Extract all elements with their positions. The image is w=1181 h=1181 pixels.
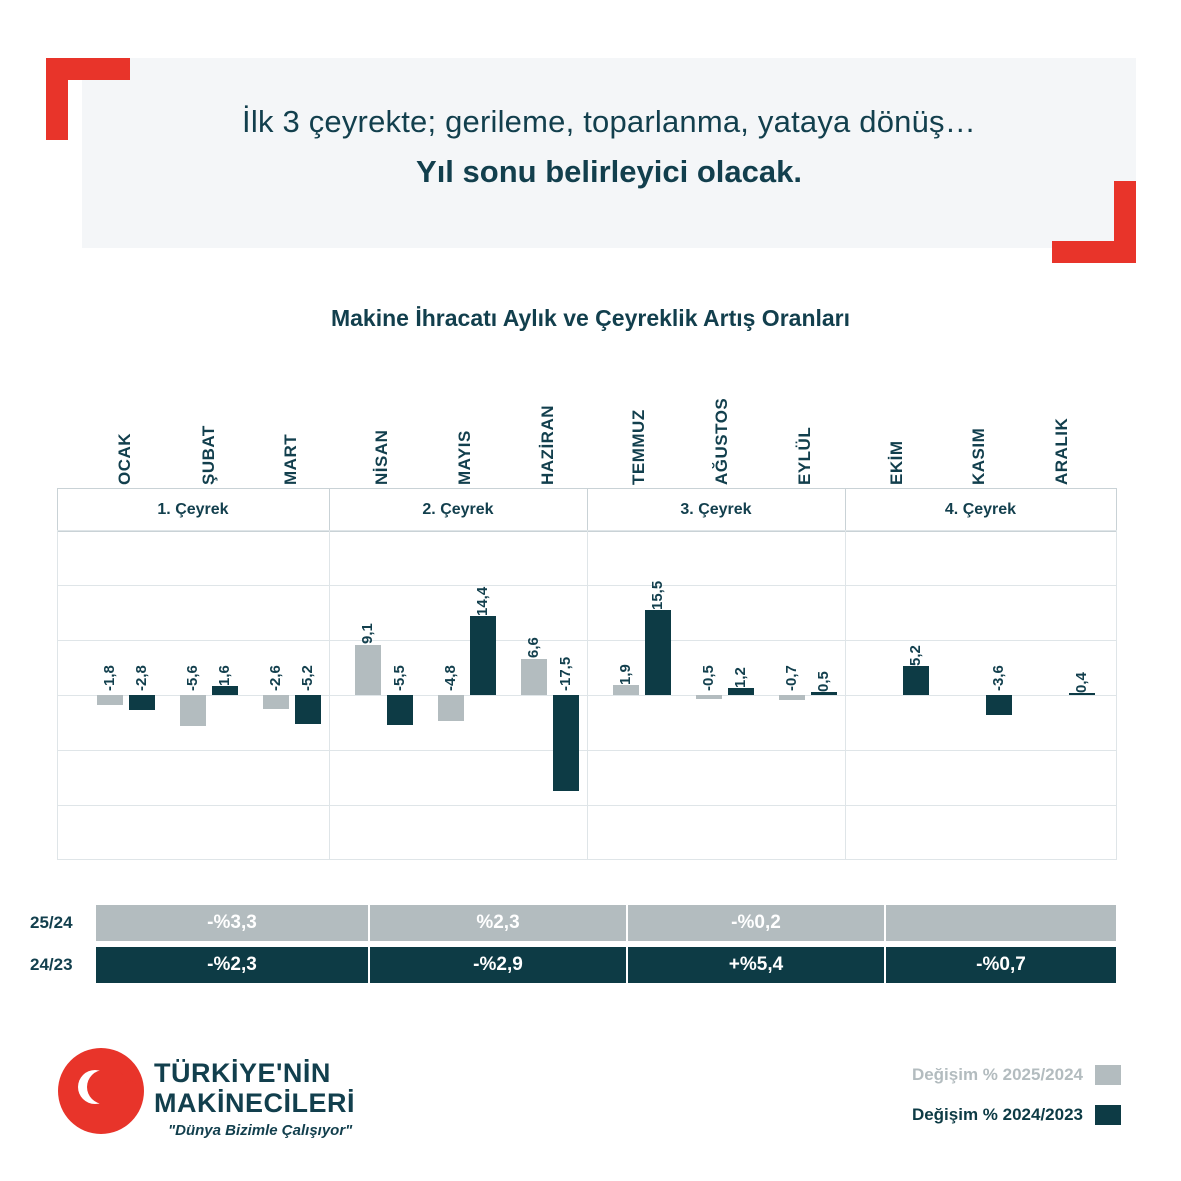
month-label-aralik: ARALIK	[1052, 417, 1071, 485]
bar-label-2024-ekim: 5,2	[907, 645, 924, 666]
bar-2024-eylul	[811, 692, 837, 695]
bar-2025-haziran	[521, 659, 547, 695]
summary-cell-24-23-q2: -%2,9	[370, 947, 626, 983]
month-label-ocak: OCAK	[115, 432, 134, 485]
plot-separator	[845, 530, 846, 860]
bar-label-2025-temmuz: 1,9	[617, 664, 634, 685]
plot-separator	[57, 530, 58, 860]
summary-row-2024-2023	[30, 947, 1120, 983]
month-label-mayis: MAYIS	[455, 430, 474, 485]
bar-2024-mart	[295, 695, 321, 724]
bar-label-2025-eylul: -0,7	[783, 665, 800, 691]
plot-area	[57, 530, 1117, 860]
bar-label-2025-haziran: 6,6	[525, 637, 542, 658]
legend-item-2025-2024	[912, 1065, 1121, 1085]
quarter-summary-table	[30, 905, 1120, 990]
month-label-agustos: AĞUSTOS	[712, 397, 731, 485]
bar-2025-mayis	[438, 695, 464, 721]
bar-2025-eylul	[779, 695, 805, 700]
banner-headline-secondary: Yıl sonu belirleyici olacak.	[416, 154, 802, 189]
bar-2024-ocak	[129, 695, 155, 710]
brand-logo	[58, 1040, 478, 1150]
logo-crescent-inner-icon	[87, 1070, 121, 1104]
header-banner	[46, 58, 1136, 263]
chart-legend	[701, 1055, 1121, 1135]
legend-label-2024-2023: Değişim % 2024/2023	[911, 1105, 1083, 1124]
month-label-mart: MART	[281, 433, 300, 485]
bar-label-2024-ocak: -2,8	[133, 665, 150, 691]
bar-2024-agustos	[728, 688, 754, 695]
month-label-haziran: HAZİRAN	[538, 405, 557, 485]
bar-2024-subat	[212, 686, 238, 695]
plot-separator	[329, 530, 330, 860]
bar-label-2025-mayis: -4,8	[442, 665, 459, 691]
bar-label-2024-nisan: -5,5	[391, 665, 408, 691]
bar-2025-ocak	[97, 695, 123, 705]
summary-row-2025-2024	[30, 905, 1120, 941]
bar-2025-subat	[180, 695, 206, 726]
bar-label-2024-kasim: -3,6	[990, 665, 1007, 691]
summary-cell-24-23-q1: -%2,3	[96, 947, 368, 983]
bar-2024-temmuz	[645, 610, 671, 695]
bar-2025-temmuz	[613, 685, 639, 695]
logo-line-2: MAKİNECİLERİ	[154, 1088, 355, 1118]
bar-label-2025-mart: -2,6	[267, 665, 284, 691]
logo-line-1: TÜRKİYE'NİN	[154, 1058, 331, 1088]
month-label-subat: ŞUBAT	[199, 425, 218, 485]
month-axis-labels	[57, 370, 1117, 485]
bar-2024-nisan	[387, 695, 413, 725]
summary-row-key-24-23: 24/23	[30, 955, 73, 974]
legend-swatch-2024-2023	[1095, 1105, 1121, 1125]
bar-label-2024-haziran: -17,5	[557, 656, 574, 691]
summary-cell-25-24-q4	[886, 905, 1116, 941]
month-label-nisan: NİSAN	[372, 429, 391, 485]
bar-label-2024-aralik: 0,4	[1073, 672, 1090, 693]
summary-cell-25-24-q3: -%0,2	[628, 905, 884, 941]
plot-separator	[1116, 530, 1117, 860]
bar-label-2024-mayis: 14,4	[474, 586, 491, 616]
logo-slogan: "Dünya Bizimle Çalışıyor"	[168, 1122, 353, 1139]
bar-label-2024-subat: 1,6	[216, 665, 233, 686]
month-label-ekim: EKİM	[887, 440, 906, 485]
bar-2024-mayis	[470, 616, 496, 695]
month-label-temmuz: TEMMUZ	[629, 409, 648, 485]
bar-2025-agustos	[696, 695, 722, 699]
legend-swatch-2025-2024	[1095, 1065, 1121, 1085]
legend-item-2024-2023	[912, 1105, 1121, 1125]
month-label-kasim: KASIM	[969, 427, 988, 485]
summary-cell-24-23-q4: -%0,7	[886, 947, 1116, 983]
plot-separator	[587, 530, 588, 860]
star-icon: ★	[118, 1060, 142, 1090]
quarter-label-q4: 4. Çeyrek	[944, 501, 1017, 518]
bar-2024-haziran	[553, 695, 579, 791]
summary-cell-25-24-q1: -%3,3	[96, 905, 368, 941]
summary-cell-25-24-q2: %2,3	[370, 905, 626, 941]
bar-chart	[57, 370, 1117, 860]
chart-title: Makine İhracatı Aylık ve Çeyreklik Artış Oranları	[330, 305, 851, 331]
quarter-separator	[1116, 489, 1117, 531]
legend-label-2025-2024: Değişim % 2025/2024	[911, 1065, 1083, 1084]
summary-row-key-25-24: 25/24	[30, 913, 73, 932]
bar-2025-nisan	[355, 645, 381, 695]
summary-cell-24-23-q3: +%5,4	[628, 947, 884, 983]
bar-label-2025-nisan: 9,1	[359, 623, 376, 644]
quarter-label-q3: 3. Çeyrek	[680, 501, 752, 518]
bar-2024-aralik	[1069, 693, 1095, 695]
bar-label-2024-temmuz: 15,5	[649, 580, 666, 610]
bar-label-2024-mart: -5,2	[299, 665, 316, 691]
quarter-label-q2: 2. Çeyrek	[422, 501, 494, 518]
bar-label-2024-eylul: 0,5	[815, 671, 832, 692]
banner-headline-primary: İlk 3 çeyrekte; gerileme, toparlanma, yataya dönüş…	[242, 104, 976, 139]
bar-label-2025-agustos: -0,5	[700, 665, 717, 691]
bar-label-2024-agustos: 1,2	[732, 667, 749, 688]
quarter-label-q1: 1. Çeyrek	[157, 501, 229, 518]
bar-2024-kasim	[986, 695, 1012, 715]
bar-2024-ekim	[903, 666, 929, 695]
bar-2025-mart	[263, 695, 289, 709]
bar-label-2025-ocak: -1,8	[101, 665, 118, 691]
banner-background	[82, 58, 1136, 248]
quarter-band	[57, 488, 1117, 532]
month-label-eylul: EYLÜL	[795, 426, 814, 485]
bar-label-2025-subat: -5,6	[184, 665, 201, 691]
